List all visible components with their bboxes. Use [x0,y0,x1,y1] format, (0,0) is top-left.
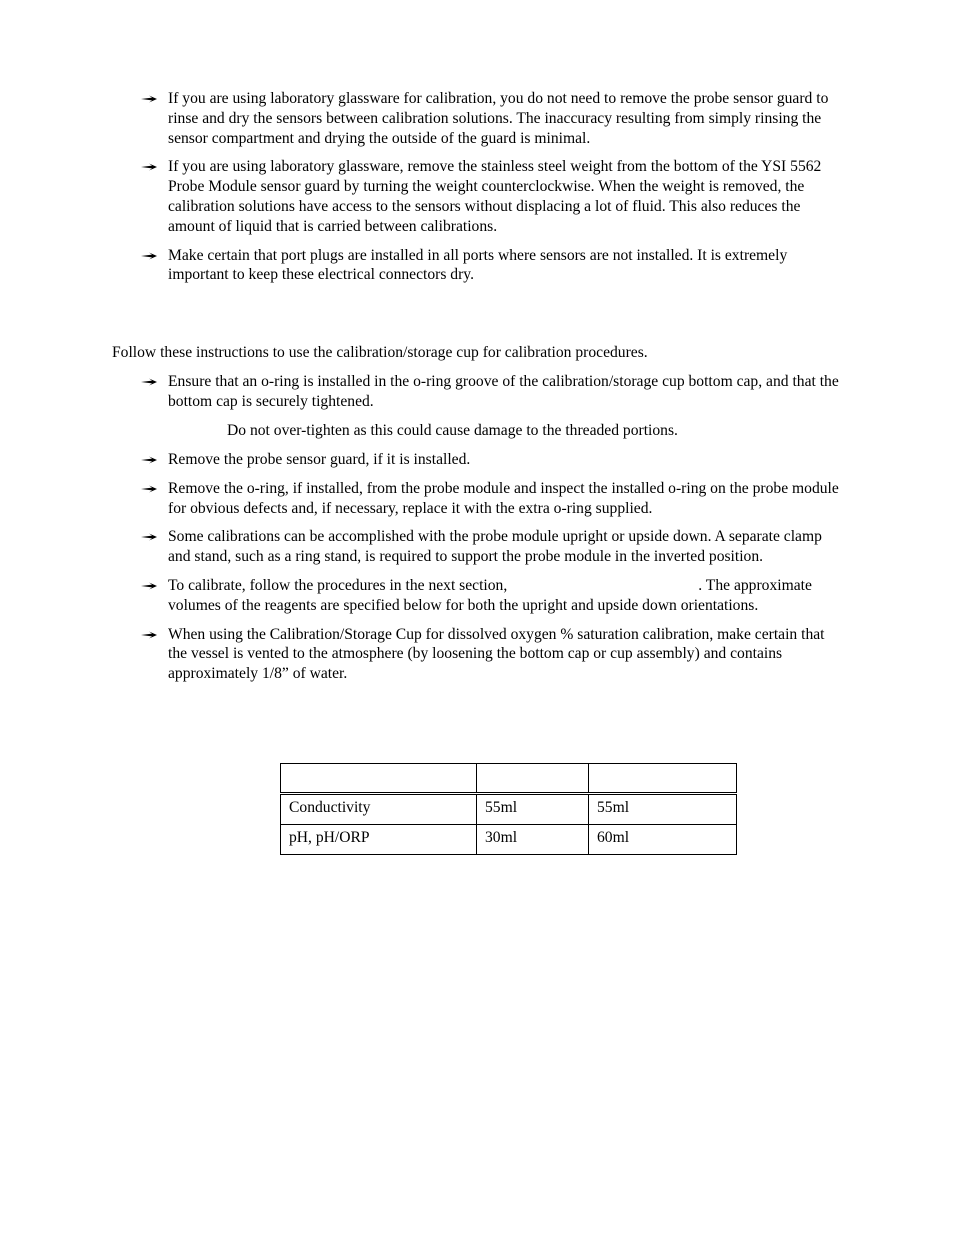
table-header-cell [281,764,477,794]
pointing-arrow-icon [140,450,158,470]
list-item-text: Ensure that an o-ring is installed in the o-ring groove of the calibration/storage cup bottom cap, and that the bottom cap is securely tightened. [168,373,839,410]
list-item-text: Remove the o-ring, if installed, from the probe module and inspect the installed o-ring on the probe module for obvious defects and, if necessary, replace it with the extra o-ring supplied. [168,479,839,517]
list-item [140,89,840,148]
pointing-arrow-icon [140,625,158,645]
reagent-volume-table [280,763,737,855]
list-item-text [168,577,812,614]
inverted-volume-cell: 55ml [589,794,737,825]
pointing-arrow-icon [140,479,158,499]
list-item-text: If you are using laboratory glassware for calibration, you do not need to remove the probe sensor guard to rinse and dry the sensors between calibration solutions. The inaccuracy resulting from simply rinsing the sensor compartment and drying the outside of the guard is minimal. [168,90,829,147]
list-item-text: If you are using laboratory glassware, remove the stainless steel weight from the bottom of the YSI 5562 Probe Module sensor guard by turning the weight counterclockwise. When the weight is removed, the calibration solutions have access to the sensors without displacing a lot of fluid. This also reduces the amount of liquid that is carried between calibrations. [168,158,822,235]
upright-volume-cell: 55ml [477,794,589,825]
caution-note: Do not over-tighten as this could cause damage to the threaded portions. [227,422,678,439]
inverted-volume-cell: 60ml [589,825,737,855]
section-reference-blank [507,577,698,594]
pointing-arrow-icon [140,89,158,109]
list-item [140,625,840,684]
list-item [140,479,840,519]
pointing-arrow-icon [140,372,158,392]
sensor-cell: pH, pH/ORP [281,825,477,855]
pointing-arrow-icon [140,246,158,266]
list-item-text: When using the Calibration/Storage Cup for dissolved oxygen % saturation calibration, make certain that the vessel is vented to the atmosphere (by loosening the bottom cap or cup assembly) and contains approximately 1/8” of water. [168,625,825,683]
list-item [140,576,840,616]
procedure-list-first [140,372,840,421]
table-row [281,825,737,855]
calibrate-text-before: To calibrate, follow the procedures in the next section, [168,576,508,594]
list-item-text: Make certain that port plugs are installed in all ports where sensors are not installed. It is extremely important to keep these electrical connectors dry. [168,246,788,284]
list-item-text: Some calibrations can be accomplished with the probe module upright or upside down. A separate clamp and stand, such as a ring stand, is required to support the probe module in the inverted position. [168,528,822,566]
list-item [140,246,840,286]
list-item-text: Remove the probe sensor guard, if it is installed. [168,451,471,468]
sensor-cell: Conductivity [281,794,477,825]
list-item [140,450,840,470]
intro-paragraph: Follow these instructions to use the calibration/storage cup for calibration procedures. [112,344,648,361]
list-item [140,372,840,412]
procedure-list [140,450,840,693]
table-row [281,794,737,825]
pointing-arrow-icon [140,527,158,547]
upright-volume-cell: 30ml [477,825,589,855]
pointing-arrow-icon [140,576,158,596]
calibrate-text-after: . The approximate volumes of the reagents are specified below for both the upright and upside down orientations. [168,576,812,614]
list-item [140,157,840,236]
pointing-arrow-icon [140,157,158,177]
table-header-row [281,764,737,794]
list-item [140,527,840,567]
table-header-cell [477,764,589,794]
precaution-list [140,89,840,294]
table-header-cell [589,764,737,794]
